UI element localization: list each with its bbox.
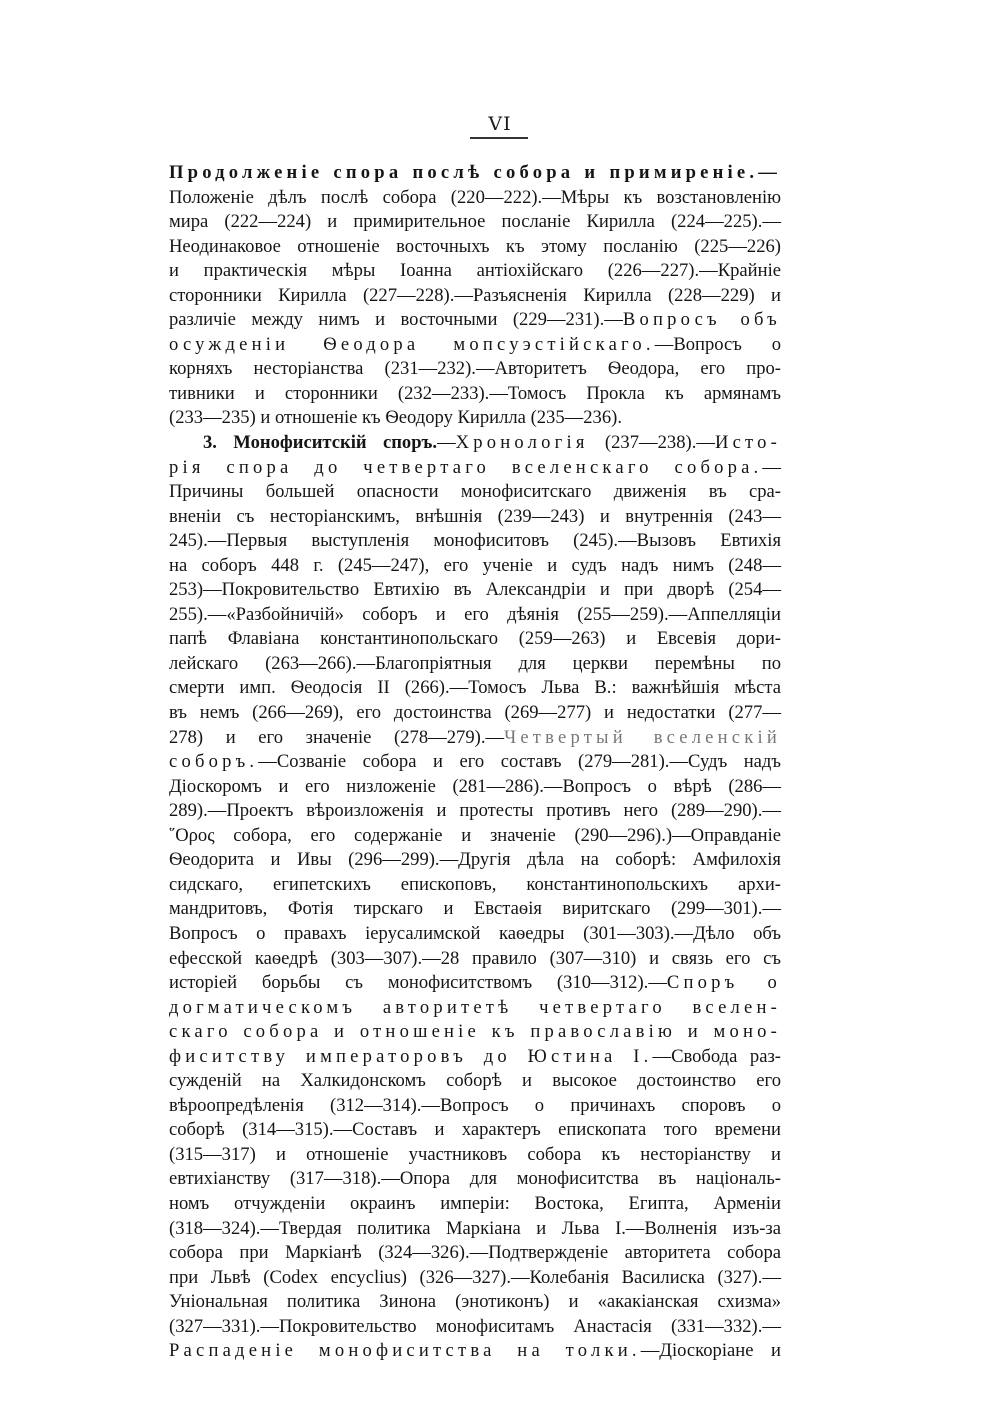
text-line — [169, 554, 781, 579]
text-line — [169, 406, 781, 431]
text-segment: Діоскоромъ и его низложеніе (281—286).—Вопросъ о вѣрѣ (286— — [169, 775, 781, 797]
text-line — [169, 922, 781, 947]
text-segment: Распаденіе монофиситства на толки. — [169, 1340, 641, 1362]
text-line — [169, 996, 781, 1021]
text-segment: смерти имп. Ѳеодосія II (266).—Томосъ Льва В.: важнѣйшія мѣста — [169, 677, 781, 699]
text-line — [169, 1290, 781, 1315]
text-line — [169, 357, 781, 382]
text-segment: — — [762, 456, 781, 478]
text-segment: 253)—Покровительство Евтихію въ Александріи и при дворѣ (254— — [169, 579, 781, 601]
text-line — [169, 259, 781, 284]
text-line — [169, 382, 781, 407]
text-segment: сидскаго, египетскихъ епископовъ, константинопольскихъ архи- — [169, 873, 781, 895]
text-segment: собора при Маркіанѣ (324—326).—Подтвержденіе авторитета собора — [169, 1242, 781, 1264]
text-segment: — — [437, 432, 456, 454]
text-line — [169, 676, 781, 701]
text-segment: Споръ о — [666, 972, 782, 994]
text-segment: Исто- — [714, 432, 781, 454]
text-segment: Продолженіе спора послѣ собора и примиреніе.— — [169, 162, 781, 183]
text-segment: на соборъ 448 г. (245—247), его ученіе и судъ надъ нимъ (248— — [169, 554, 781, 576]
text-line — [169, 210, 781, 235]
text-line — [169, 726, 781, 751]
text-segment: Причины большей опасности монофиситскаго движенія въ сра- — [169, 481, 781, 503]
text-segment: Четвертый вселенскій — [504, 726, 781, 748]
text-segment: (327—331).—Покровительство монофиситамъ Анастасія (331—332).— — [169, 1315, 781, 1337]
text-segment: —Свобода раз- — [652, 1045, 781, 1067]
text-segment: номъ отчужденіи окраинъ имперіи: Востока, Египта, Арменіи — [169, 1192, 781, 1214]
text-segment: евтихіанству (317—318).—Опора для монофиситства въ національ- — [169, 1168, 781, 1190]
text-segment: фиситству императоровъ до Юстина I. — [169, 1045, 653, 1067]
text-line — [169, 235, 781, 260]
text-line — [169, 529, 781, 554]
text-line — [169, 1020, 781, 1045]
text-line — [169, 456, 781, 481]
text-segment: догматическомъ авторитетѣ четвертаго вселен- — [169, 996, 781, 1018]
text-segment: и практическія мѣры Іоанна антіохійскаго (226—227).—Крайніе — [169, 260, 781, 282]
text-segment: (233—235) и отношеніе къ Ѳеодору Кирилла (235—236). — [169, 407, 622, 429]
text-segment: при Львѣ (Codex encyclius) (326—327).—Колебанія Василиска (327).— — [169, 1266, 781, 1288]
text-segment: мира (222—224) и примирительное посланіе Кирилла (224—225).— — [169, 211, 781, 233]
text-segment: вѣроопредѣленія (312—314).—Вопросъ о причинахъ споровъ о — [169, 1094, 781, 1116]
page-number-underline — [470, 137, 528, 139]
text-segment: 289).—Проектъ вѣроизложенія и протесты противъ него (289—290).— — [169, 800, 781, 822]
text-line — [169, 578, 781, 603]
text-line — [169, 824, 781, 849]
text-segment: Хронологія — [455, 432, 589, 454]
text-segment: (318—324).—Твердая политика Маркіана и Льва I.—Волненія изъ-за — [169, 1217, 781, 1239]
text-segment: Вопросъ объ — [622, 309, 781, 331]
text-line — [169, 1167, 781, 1192]
text-line — [169, 603, 781, 628]
text-segment: соборъ. — [169, 751, 259, 773]
text-segment: (315—317) и отношеніе участниковъ собора къ несторіанству и — [169, 1143, 781, 1165]
text-segment: осужденіи Ѳеодора мопсуэстійскаго. — [169, 333, 655, 355]
text-line — [169, 848, 781, 873]
text-segment: въ немъ (266—269), его достоинства (269—277) и недостатки (277— — [169, 702, 781, 724]
text-line — [169, 1094, 781, 1119]
text-line — [169, 897, 781, 922]
text-segment: 278) и его значеніе (278—279).— — [169, 726, 505, 748]
text-line — [169, 947, 781, 972]
text-line — [169, 627, 781, 652]
text-segment: Вопросъ о правахъ іерусалимской каѳедры (301—303).—Дѣло объ — [169, 922, 781, 944]
text-segment: лейскаго (263—266).—Благопріятныя для церкви перемѣны по — [169, 652, 781, 674]
text-segment: Ѳеодорита и Ивы (296—299).—Другія дѣла на соборѣ: Амфилохія — [169, 849, 781, 871]
text-segment: (237—238).— — [588, 432, 715, 454]
text-line — [169, 480, 781, 505]
text-line — [169, 1315, 781, 1340]
text-segment: Уніональная политика Зинона (энотиконъ) и «акакіанская схизма» — [169, 1291, 781, 1313]
text-segment: 255).—«Разбойничій» соборъ и его дѣянія (255—259).—Аппелляціи — [169, 603, 781, 625]
text-line — [169, 873, 781, 898]
text-segment: исторіей борьбы съ монофиситствомъ (310—312).— — [169, 972, 667, 994]
text-line — [169, 1143, 781, 1168]
page-number: VI — [488, 113, 512, 135]
text-segment: различіе между нимъ и восточными (229—231).— — [169, 309, 623, 331]
text-segment: папѣ Флавіана константинопольскаго (259—263) и Евсевія дори- — [169, 628, 781, 650]
text-line — [169, 799, 781, 824]
text-line — [169, 1192, 781, 1217]
text-line — [169, 505, 781, 530]
text-segment: 3. Монофиситскій споръ. — [203, 432, 438, 454]
text-line — [169, 1241, 781, 1266]
text-line — [169, 775, 781, 800]
text-segment: мандритовъ, Фотія тирскаго и Евстаѳія виритскаго (299—301).— — [169, 898, 781, 920]
text-line — [169, 333, 781, 358]
text-line — [169, 186, 781, 211]
text-segment: вненіи съ несторіанскимъ, внѣшнія (239—243) и внутреннія (243— — [169, 505, 781, 527]
text-line — [169, 1118, 781, 1143]
text-segment: скаго собора и отношеніе къ православію и моно- — [169, 1021, 781, 1043]
text-line — [169, 750, 781, 775]
table-of-contents-text — [169, 161, 781, 1364]
text-segment: соборѣ (314—315).—Составъ и характеръ епископата того времени — [169, 1119, 781, 1141]
text-line — [169, 161, 781, 186]
text-line — [169, 1045, 781, 1070]
text-segment: ефесской каѳедрѣ (303—307).—28 правило (307—310) и связь его съ — [169, 947, 781, 969]
text-segment: Неодинаковое отношеніе восточныхъ къ этому посланію (225—226) — [169, 235, 781, 257]
text-line — [169, 1266, 781, 1291]
text-segment: корняхъ несторіанства (231—232).—Авторитетъ Ѳеодора, его про- — [169, 358, 781, 380]
text-line — [169, 284, 781, 309]
text-segment: сужденій на Халкидонскомъ соборѣ и высокое достоинство его — [169, 1070, 781, 1092]
text-line — [169, 701, 781, 726]
text-segment: 245).—Первыя выступленія монофиситовъ (245).—Вызовъ Евтихія — [169, 530, 781, 552]
text-segment: тивники и сторонники (232—233).—Томосъ Прокла къ армянамъ — [169, 382, 781, 404]
text-line — [169, 1069, 781, 1094]
text-line — [169, 1339, 781, 1364]
text-line — [169, 1217, 781, 1242]
text-segment: —Вопросъ о — [654, 333, 781, 355]
text-segment: —Діоскоріане и — [640, 1340, 781, 1362]
text-line — [169, 971, 781, 996]
text-segment: сторонники Кирилла (227—228).—Разъясненія Кирилла (228—229) и — [169, 284, 781, 306]
text-segment: ῞Ορος собора, его содержаніе и значеніе (290—296).)—Оправданіе — [169, 824, 782, 846]
text-segment: —Созваніе собора и его составъ (279—281).—Судъ надъ — [258, 751, 781, 773]
text-segment: Положеніе дѣлъ послѣ собора (220—222).—Мѣры къ возстановленію — [169, 186, 781, 208]
text-segment: рія спора до четвертаго вселенскаго собора. — [169, 456, 763, 478]
text-line — [169, 652, 781, 677]
text-line — [169, 431, 781, 456]
text-line — [169, 308, 781, 333]
